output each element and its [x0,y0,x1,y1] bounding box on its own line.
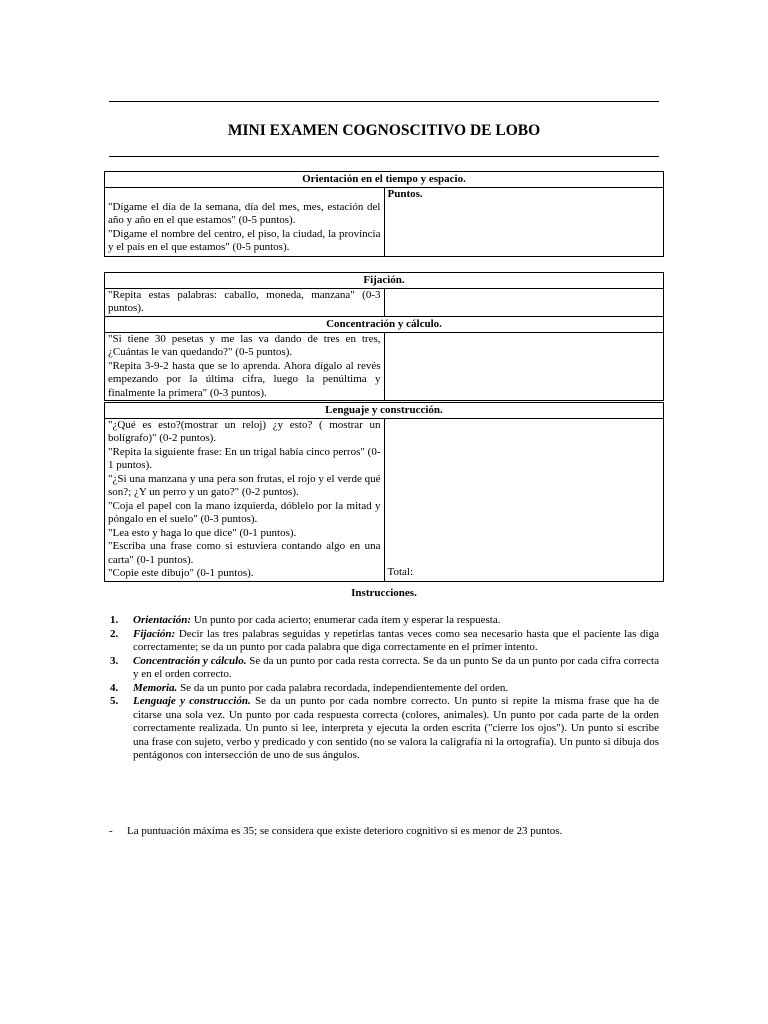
instruction-text: Se da un punto por cada nombre correcto. Un punto si repite la misma frase que ha de citarse una sola vez. Un punto por cada respuesta correcta (colores, animales). Un punto por cada parte de la orden correctamente realizada. Un punto si lee, interpreta y ejecuta la orden escrita ("cierre los ojos"). Un punto si escribe una frase con sujeto, verbo y predicado y con sentido (no se valora la caligrafía ni la ortografía). Un punto si dibuja dos pentágonos con intersección de uno de sus ángulos. [133,695,659,761]
instruction-text: Un punto por cada acierto; enumerar cada ítem y esperar la respuesta. [191,614,501,626]
question-line: "¿Si una manzana y una pera son frutas, el rojo y el verde qué son?; ¿Y un perro y un gato?" (0-2 puntos). [108,472,381,498]
section-header: Orientación en el tiempo y espacio. [105,172,664,188]
instructions-title: Instrucciones. [351,587,417,599]
instruction-item [104,682,659,696]
instruction-text: Decir las tres palabras seguidas y repetirlas tantas veces como sea necesario hasta que el paciente las diga correctamente; se da un punto por cada palabra que diga correctamente en el primer intento. [133,627,659,653]
section-lenguaje-table [104,402,664,582]
instruction-number: 5. [110,695,119,707]
question-line: "Dígame el día de la semana, día del mes, mes, estación del año y año en el que estamos" (0-5 puntos). [108,200,381,226]
instruction-keyword: Orientación: [133,614,192,626]
section-body [105,187,385,256]
instruction-item [104,695,659,763]
question-line: "Si tiene 30 pesetas y me las va dando de tres en tres, ¿Cuántas le van quedando?" (0-5 puntos). [108,332,381,358]
score-cell [384,187,664,256]
score-note [109,825,669,839]
question-line: "Copie este dibujo" (0-1 puntos). [108,567,254,579]
instruction-keyword: Memoria. [133,681,178,694]
total-cell [384,418,664,581]
instruction-keyword: Fijación: [133,627,176,640]
instruction-text: Se da un punto por cada palabra recordada, independientemente del orden. [177,681,509,694]
instruction-item [104,655,659,682]
question-line: "Lea esto y haga lo que dice" (0-1 puntos). [108,526,297,539]
question-line: "¿Qué es esto?(mostrar un reloj) ¿y esto? ( mostrar un bolígrafo)" (0-2 puntos). [108,418,381,444]
question-line: "Coja el papel con la mano izquierda, dóblelo por la mitad y póngalo en el suelo" (0-3 puntos). [108,499,381,525]
section-header: Fijación. [105,273,664,289]
section-body [105,288,385,316]
section-concentracion-table [104,316,664,401]
instruction-number: 1. [110,614,119,626]
question-line: "Repita estas palabras: caballo, moneda, manzana" (0-3 puntos). [108,288,381,314]
page-title: MINI EXAMEN COGNOSCITIVO DE LOBO [227,122,541,139]
top-rule [109,101,659,102]
instruction-keyword: Concentración y cálculo. [133,654,247,667]
instruction-number: 2. [110,627,119,640]
instructions-list [104,614,659,763]
section-body [105,332,385,401]
instruction-keyword: Lenguaje y construcción. [133,695,251,707]
title-rule [109,156,659,157]
instruction-number: 3. [110,654,119,667]
score-cell [384,288,664,316]
instruction-number: 4. [110,681,119,694]
note-text: La puntuación máxima es 35; se considera que existe deterioro cognitivo si es menor de 23 puntos. [127,825,563,837]
section-header: Lenguaje y construcción. [105,403,664,419]
instruction-text: Se da un punto por cada resta correcta. Se da un punto Se da un punto por cada cifra correcta y en el orden correcto. [133,654,659,680]
score-label: Puntos. [387,187,423,200]
section-fijacion-table [104,272,664,317]
instruction-item [104,628,659,655]
question-line: "Dígame el nombre del centro, el piso, la ciudad, la provincia y el país en el que estamos" (0-5 puntos). [108,227,381,253]
question-line: "Escriba una frase como si estuviera contando algo en una carta" (0-1 puntos). [108,540,381,566]
total-label: Total: [387,566,414,578]
note-bullet: - [109,825,113,837]
section-body [105,418,385,581]
instruction-item [104,614,659,628]
section-header: Concentración y cálculo. [105,317,664,333]
question-line: "Repita 3-9-2 hasta que se lo aprenda. Ahora dígalo al revés empezando por la última cifra, luego la penúltima y finalmente la primera" (0-3 puntos). [108,359,381,399]
question-line: "Repita la siguiente frase: En un trigal había cinco perros" (0-1 puntos). [108,445,381,471]
score-cell [384,332,664,401]
section-orientacion-table [104,171,664,257]
